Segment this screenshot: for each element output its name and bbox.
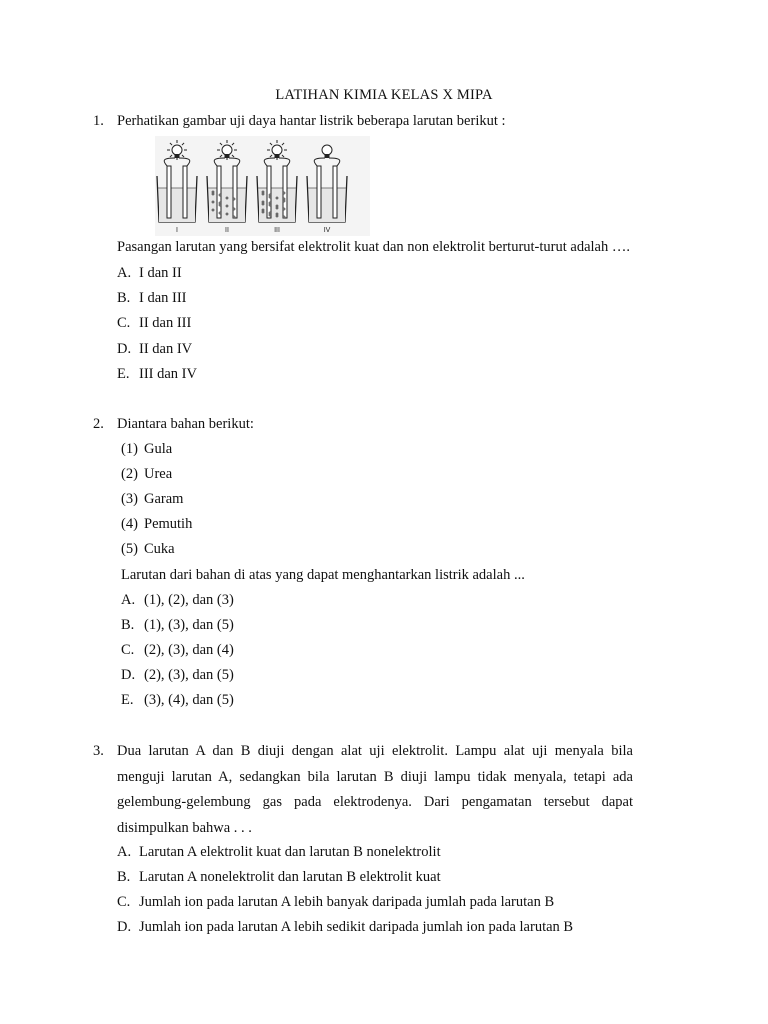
electrode [217,166,221,218]
question-3-line-4: disimpulkan bahwa . . . [117,820,252,836]
electrode [183,166,187,218]
solution [159,188,195,222]
figure-label: II [225,227,229,234]
q2-option-e-letter: E. [121,692,134,708]
q2-item-1-text: Gula [144,441,173,457]
q2-item-3-text: Garam [144,491,184,507]
question-3-number: 3. [93,743,104,759]
q2-option-e-text: (3), (4), dan (5) [144,692,234,708]
question-2-prompt: Diantara bahan berikut: [117,416,254,432]
lamp-base [325,154,330,158]
q2-option-b-text: (1), (3), dan (5) [144,617,234,633]
lamp-bulb [272,145,282,155]
question-3-line-2: menguji larutan A, sedangkan bila larutan B diuji lampu tidak menyala, tetapi ada [117,769,633,785]
q3-option-c-letter: C. [117,894,131,910]
lamp-bulb [322,145,332,155]
q2-option-a-letter: A. [121,592,136,608]
q2-option-c-text: (2), (3), dan (4) [144,642,234,658]
q1-option-d-text: II dan IV [139,341,193,357]
question-2-number: 2. [93,416,104,432]
q1-option-c-text: II dan III [139,315,192,331]
electrode [333,166,337,218]
q2-item-1-number: (1) [121,441,138,457]
q1-option-a-text: I dan II [139,265,182,281]
figure-label: IV [323,227,331,234]
q2-item-2-text: Urea [144,466,173,482]
solution [309,188,345,222]
lamp-bulb [172,145,182,155]
q2-item-3-number: (3) [121,491,138,507]
q2-item-2-number: (2) [121,466,138,482]
q1-option-b-text: I dan III [139,290,187,306]
q1-option-b-letter: B. [117,290,131,306]
question-1-question: Pasangan larutan yang bersifat elektrolit kuat dan non elektrolit berturut-turut adalah …. [117,239,630,255]
q1-option-c-letter: C. [117,315,131,331]
q2-item-4-number: (4) [121,516,138,532]
q2-option-d-text: (2), (3), dan (5) [144,667,234,683]
q3-option-a-text: Larutan A elektrolit kuat dan larutan B nonelektrolit [139,844,441,860]
q1-option-e-letter: E. [117,366,130,382]
q1-option-e-text: III dan IV [139,366,197,382]
figure-label: I [176,227,178,234]
q2-option-c-letter: C. [121,642,135,658]
lamp-bulb [222,145,232,155]
question-2-question: Larutan dari bahan di atas yang dapat menghantarkan listrik adalah ... [121,567,525,583]
electrode [317,166,321,218]
electrode [267,166,271,218]
q2-item-5-number: (5) [121,541,138,557]
q2-option-d-letter: D. [121,667,136,683]
q3-option-c-text: Jumlah ion pada larutan A lebih banyak daripada jumlah pada larutan B [139,894,555,910]
q2-item-4-text: Pemutih [144,516,193,532]
question-3-line-1: Dua larutan A dan B diuji dengan alat uji elektrolit. Lampu alat uji menyala bila [117,743,633,759]
q2-option-a-text: (1), (2), dan (3) [144,592,234,608]
q3-option-d-text: Jumlah ion pada larutan A lebih sedikit daripada jumlah ion pada larutan B [139,919,574,935]
q3-option-d-letter: D. [117,919,132,935]
q3-option-a-letter: A. [117,844,132,860]
q3-option-b-letter: B. [117,869,131,885]
q1-option-d-letter: D. [117,341,132,357]
q2-item-5-text: Cuka [144,541,175,557]
question-3-line-3: gelembung-gelembung gas pada elektrodenya. Dari pengamatan tersebut dapat [117,794,633,810]
q2-option-b-letter: B. [121,617,135,633]
figure-label: III [274,227,280,234]
question-1-prompt: Perhatikan gambar uji daya hantar listrik beberapa larutan berikut : [117,113,506,129]
q3-option-b-text: Larutan A nonelektrolit dan larutan B elektrolit kuat [139,869,441,885]
electrolyte-test-figure [155,136,370,236]
page-title: LATIHAN KIMIA KELAS X MIPA [275,87,493,103]
question-1-number: 1. [93,113,104,129]
electrode [167,166,171,218]
q1-option-a-letter: A. [117,265,132,281]
